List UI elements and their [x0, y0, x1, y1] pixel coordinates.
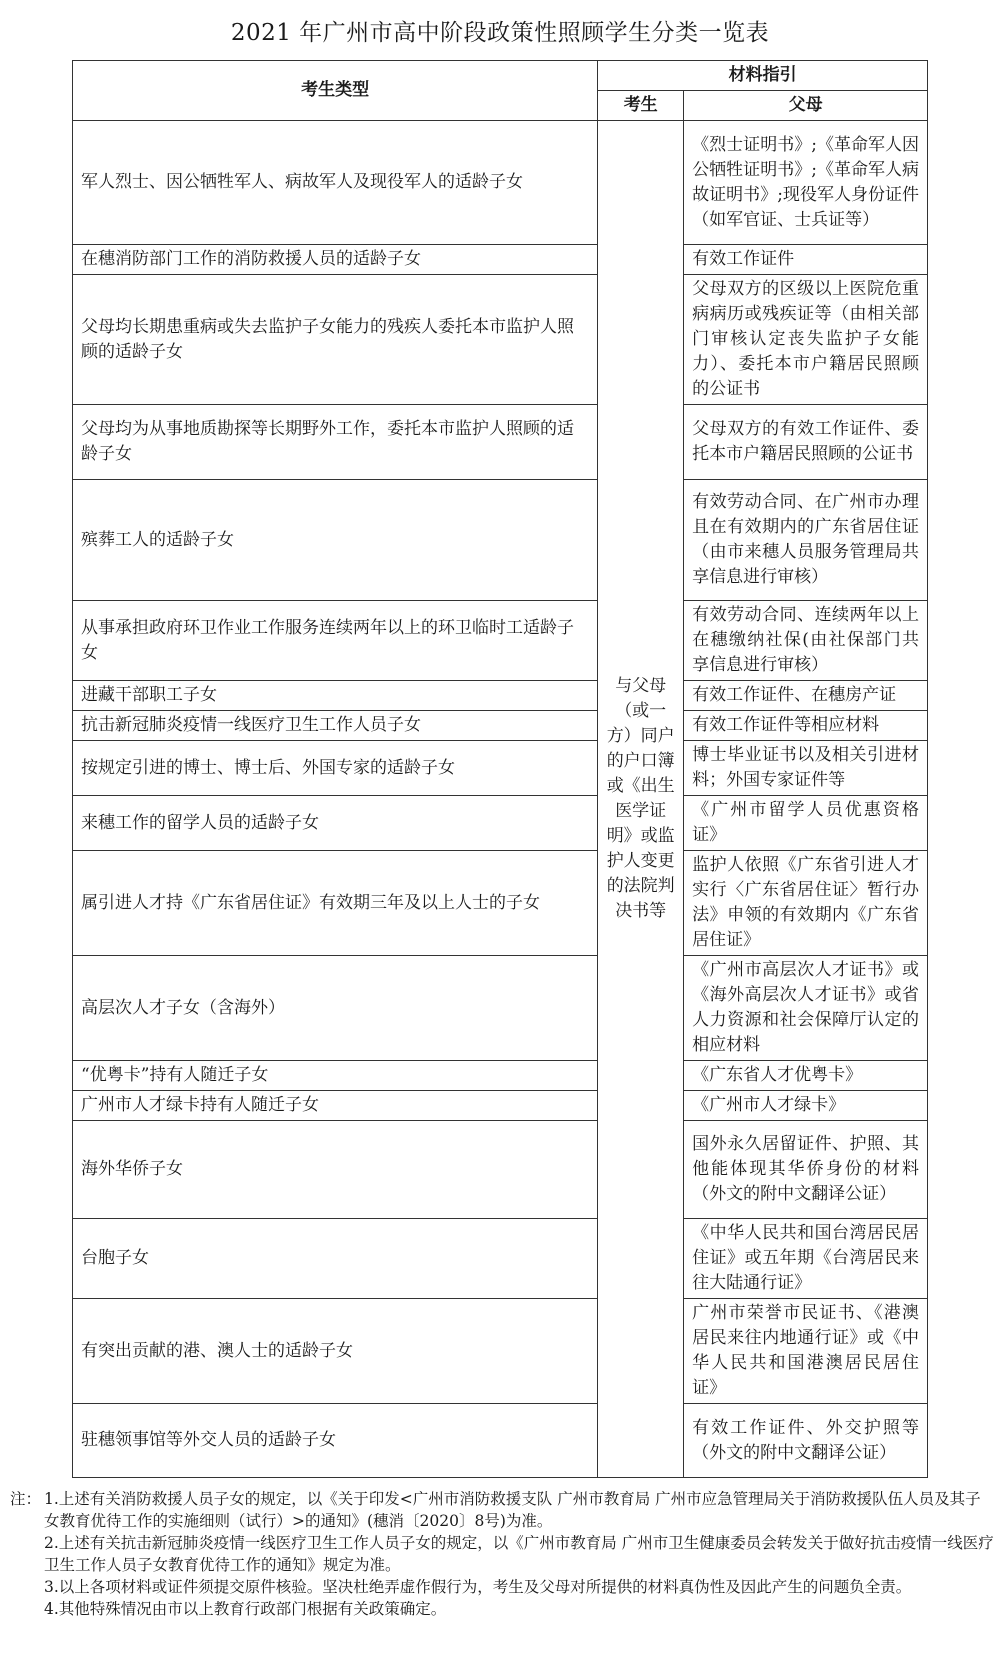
table-row	[73, 1091, 928, 1121]
table-row	[73, 275, 928, 405]
student-type-cell: 进藏干部职工子女	[73, 681, 598, 711]
table-row	[73, 796, 928, 851]
parent-materials-cell: 《中华人民共和国台湾居民居住证》或五年期《台湾居民来往大陆通行证》	[684, 1219, 928, 1299]
student-type-cell: 按规定引进的博士、博士后、外国专家的适龄子女	[73, 741, 598, 796]
page-title: 2021 年广州市高中阶段政策性照顾学生分类一览表	[230, 20, 770, 46]
student-type-cell: 广州市人才绿卡持有人随迁子女	[73, 1091, 598, 1121]
student-type-cell: 属引进人才持《广东省居住证》有效期三年及以上人士的子女	[73, 851, 598, 956]
parent-materials-cell: 监护人依照《广东省引进人才实行〈广东省居住证〉暂行办法》申领的有效期内《广东省居住证》	[684, 851, 928, 956]
table-row	[73, 1219, 928, 1299]
table-row	[73, 480, 928, 601]
parent-materials-cell: 有效工作证件、外交护照等（外文的附中文翻译公证）	[684, 1404, 928, 1478]
parent-materials-cell: 国外永久居留证件、护照、其他能体现其华侨身份的材料（外文的附中文翻译公证）	[684, 1121, 928, 1219]
header-materials: 材料指引	[598, 61, 928, 91]
table-row	[73, 121, 928, 245]
student-type-cell: 抗击新冠肺炎疫情一线医疗卫生工作人员子女	[73, 711, 598, 741]
parent-materials-cell: 《广州市高层次人才证书》或《海外高层次人才证书》或省人力资源和社会保障厅认定的相应材料	[684, 956, 928, 1061]
student-type-cell: 台胞子女	[73, 1219, 598, 1299]
student-type-cell: 驻穗领事馆等外交人员的适龄子女	[73, 1404, 598, 1478]
notes-section	[10, 1488, 995, 1620]
parent-materials-cell: 父母双方的区级以上医院危重病病历或残疾证等（由相关部门审核认定丧失监护子女能力）、委托本市户籍居民照顾的公证书	[684, 275, 928, 405]
student-type-cell: 从事承担政府环卫作业工作服务连续两年以上的环卫临时工适龄子女	[73, 601, 598, 681]
table-row	[73, 1121, 928, 1219]
policy-table	[72, 60, 928, 1478]
parent-materials-cell: 《烈士证明书》;《革命军人因公牺牲证明书》;《革命军人病故证明书》;现役军人身份证件（如军官证、士兵证等）	[684, 121, 928, 245]
table-row	[73, 245, 928, 275]
table-row	[73, 711, 928, 741]
student-type-cell: 殡葬工人的适龄子女	[73, 480, 598, 601]
header-parents: 父母	[684, 91, 928, 121]
parent-materials-cell: 有效工作证件、在穗房产证	[684, 681, 928, 711]
notes-label: 注：	[10, 1490, 42, 1508]
parent-materials-cell: 《广州市留学人员优惠资格证》	[684, 796, 928, 851]
student-type-cell: 有突出贡献的港、澳人士的适龄子女	[73, 1299, 598, 1404]
parent-materials-cell: 博士毕业证书以及相关引进材料；外国专家证件等	[684, 741, 928, 796]
parent-materials-cell: 有效劳动合同、在广州市办理且在有效期内的广东省居住证（由市来穗人员服务管理局共享信息进行审核）	[684, 480, 928, 601]
note-item-4: 4.其他特殊情况由市以上教育行政部门根据有关政策确定。	[44, 1600, 447, 1618]
student-type-cell: 军人烈士、因公牺牲军人、病故军人及现役军人的适龄子女	[73, 121, 598, 245]
student-type-cell: 来穗工作的留学人员的适龄子女	[73, 796, 598, 851]
table-row	[73, 1299, 928, 1404]
note-item-2: 2.上述有关抗击新冠肺炎疫情一线医疗卫生工作人员子女的规定，以《广州市教育局 广州市卫生健康委员会转发关于做好抗击疫情一线医疗卫生工作人员子女教育优待工作的通知》规定为准。	[44, 1534, 994, 1574]
student-type-cell: 在穗消防部门工作的消防救援人员的适龄子女	[73, 245, 598, 275]
parent-materials-cell: 有效工作证件	[684, 245, 928, 275]
table-row	[73, 601, 928, 681]
parent-materials-cell: 有效劳动合同、连续两年以上在穗缴纳社保(由社保部门共享信息进行审核）	[684, 601, 928, 681]
table-row	[73, 1061, 928, 1091]
student-type-cell: 父母均为从事地质勘探等长期野外工作，委托本市监护人照顾的适龄子女	[73, 405, 598, 480]
parent-materials-cell: 《广东省人才优粤卡》	[684, 1061, 928, 1091]
table-row	[73, 681, 928, 711]
parent-materials-cell: 有效工作证件等相应材料	[684, 711, 928, 741]
table-row	[73, 956, 928, 1061]
header-student-type: 考生类型	[73, 61, 598, 121]
parent-materials-cell: 《广州市人才绿卡》	[684, 1091, 928, 1121]
student-type-cell: 父母均长期患重病或失去监护子女能力的残疾人委托本市监护人照顾的适龄子女	[73, 275, 598, 405]
table-row	[73, 851, 928, 956]
table-row	[73, 1404, 928, 1478]
student-type-cell: 高层次人才子女（含海外）	[73, 956, 598, 1061]
student-type-cell: 海外华侨子女	[73, 1121, 598, 1219]
student-materials-cell: 与父母（或一方）同户的户口簿或《出生医学证明》或监护人变更的法院判决书等	[598, 121, 684, 1478]
parent-materials-cell: 广州市荣誉市民证书、《港澳居民来往内地通行证》或《中华人民共和国港澳居民居住证》	[684, 1299, 928, 1404]
header-student: 考生	[598, 91, 684, 121]
note-item-1: 1.上述有关消防救援人员子女的规定，以《关于印发<广州市消防救援支队 广州市教育局 广州市应急管理局关于消防救援队伍人员及其子女教育优待工作的实施细则（试行）>的通知》(穗消〔2020〕8号)为准。	[44, 1490, 981, 1530]
table-row	[73, 741, 928, 796]
note-item-3: 3.以上各项材料或证件须提交原件核验。坚决杜绝弄虚作假行为，考生及父母对所提供的材料真伪性及因此产生的问题负全责。	[44, 1578, 912, 1596]
student-type-cell: “优粤卡”持有人随迁子女	[73, 1061, 598, 1091]
table-row	[73, 405, 928, 480]
parent-materials-cell: 父母双方的有效工作证件、委托本市户籍居民照顾的公证书	[684, 405, 928, 480]
